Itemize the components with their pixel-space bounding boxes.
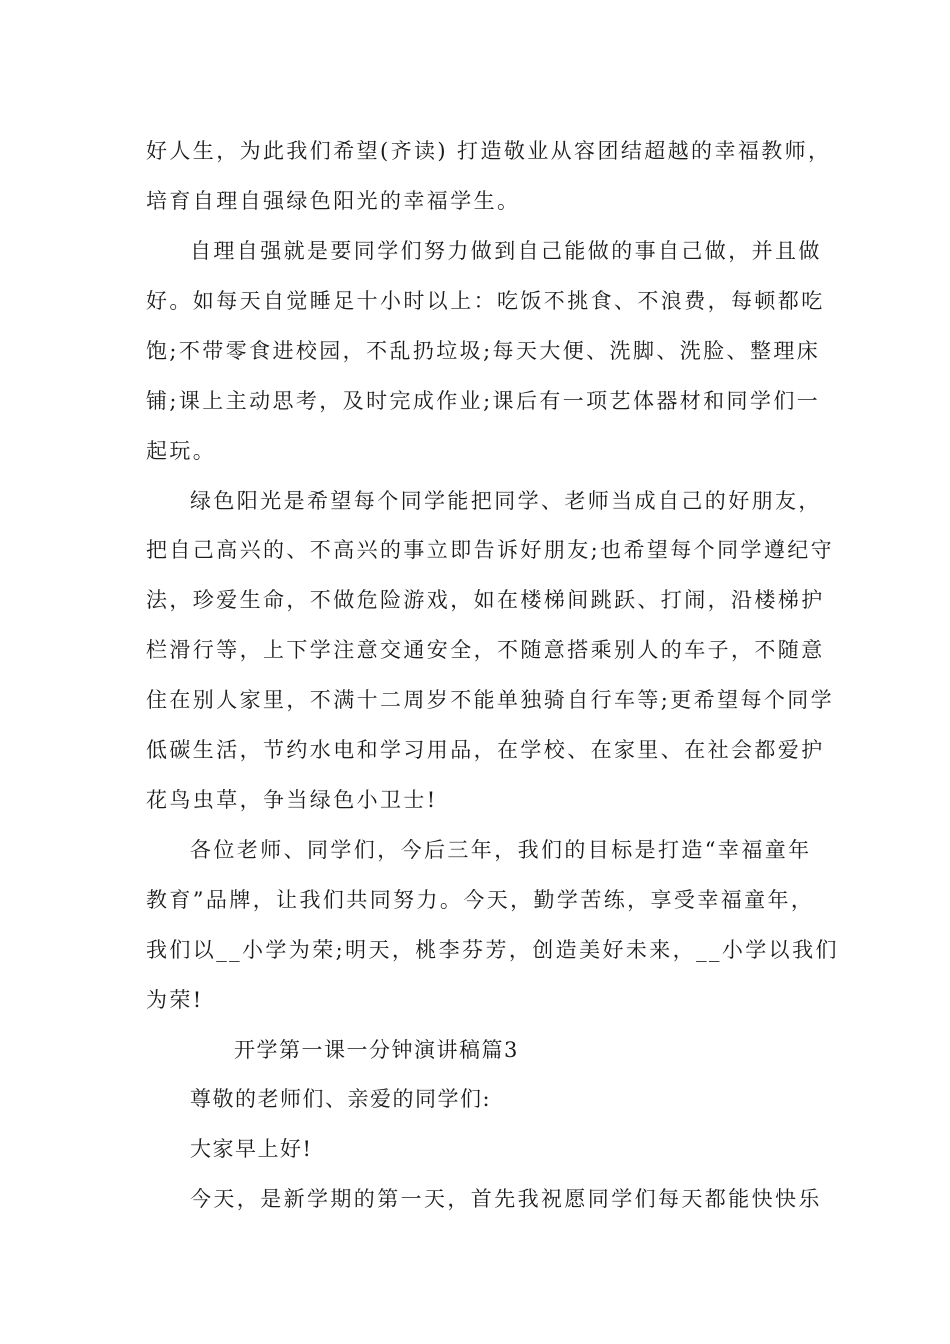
paragraph-1-line-1: 好人生，为此我们希望(齐读) 打造敬业从容团结超越的幸福教师， <box>146 139 832 163</box>
salutation: 尊敬的老师们、亲爱的同学们: <box>190 1087 492 1111</box>
paragraph-3-line-5: 住在别人家里，不满十二周岁不能单独骑自行车等;更希望每个同学 <box>146 688 835 712</box>
paragraph-3-line-6: 低碳生活，节约水电和学习用品，在学校、在家里、在社会都爱护 <box>146 738 825 762</box>
paragraph-4-line-4: 为荣! <box>146 988 204 1012</box>
paragraph-3-line-2: 把自己高兴的、不高兴的事立即告诉好朋友;也希望每个同学遵纪守 <box>146 538 835 562</box>
paragraph-2-line-1: 自理自强就是要同学们努力做到自己能做的事自己做，并且做 <box>190 239 822 263</box>
paragraph-3-line-7: 花鸟虫草，争当绿色小卫士! <box>146 788 438 812</box>
paragraph-4-line-2: 教育”品牌，让我们共同努力。今天，勤学苦练，享受幸福童年， <box>146 888 815 912</box>
section-title: 开学第一课一分钟演讲稿篇3 <box>234 1038 519 1062</box>
paragraph-1-line-2: 培育自理自强绿色阳光的幸福学生。 <box>146 189 521 213</box>
paragraph-2-line-3: 饱;不带零食进校园，不乱扔垃圾;每天大便、洗脚、洗脸、整理床 <box>146 339 821 363</box>
paragraph-4-line-1: 各位老师、同学们，今后三年，我们的目标是打造“幸福童年 <box>190 838 812 862</box>
paragraph-2-line-4: 铺;课上主动思考，及时完成作业;课后有一项艺体器材和同学们一 <box>146 389 821 413</box>
greeting: 大家早上好! <box>190 1137 313 1161</box>
paragraph-2-line-5: 起玩。 <box>146 439 217 463</box>
paragraph-3-line-1: 绿色阳光是希望每个同学能把同学、老师当成自己的好朋友， <box>190 489 822 513</box>
body-last-line: 今天，是新学期的第一天，首先我祝愿同学们每天都能快快乐 <box>190 1187 822 1211</box>
paragraph-4-line-3: 我们以__小学为荣;明天，桃李芬芳，创造美好未来，__小学以我们 <box>146 938 839 962</box>
paragraph-2-line-2: 好。如每天自觉睡足十小时以上：吃饭不挑食、不浪费，每顿都吃 <box>146 289 825 313</box>
paragraph-3-line-4: 栏滑行等，上下学注意交通安全，不随意搭乘别人的车子，不随意 <box>146 638 825 662</box>
paragraph-3-line-3: 法，珍爱生命，不做危险游戏，如在楼梯间跳跃、打闹，沿楼梯护 <box>146 588 825 612</box>
